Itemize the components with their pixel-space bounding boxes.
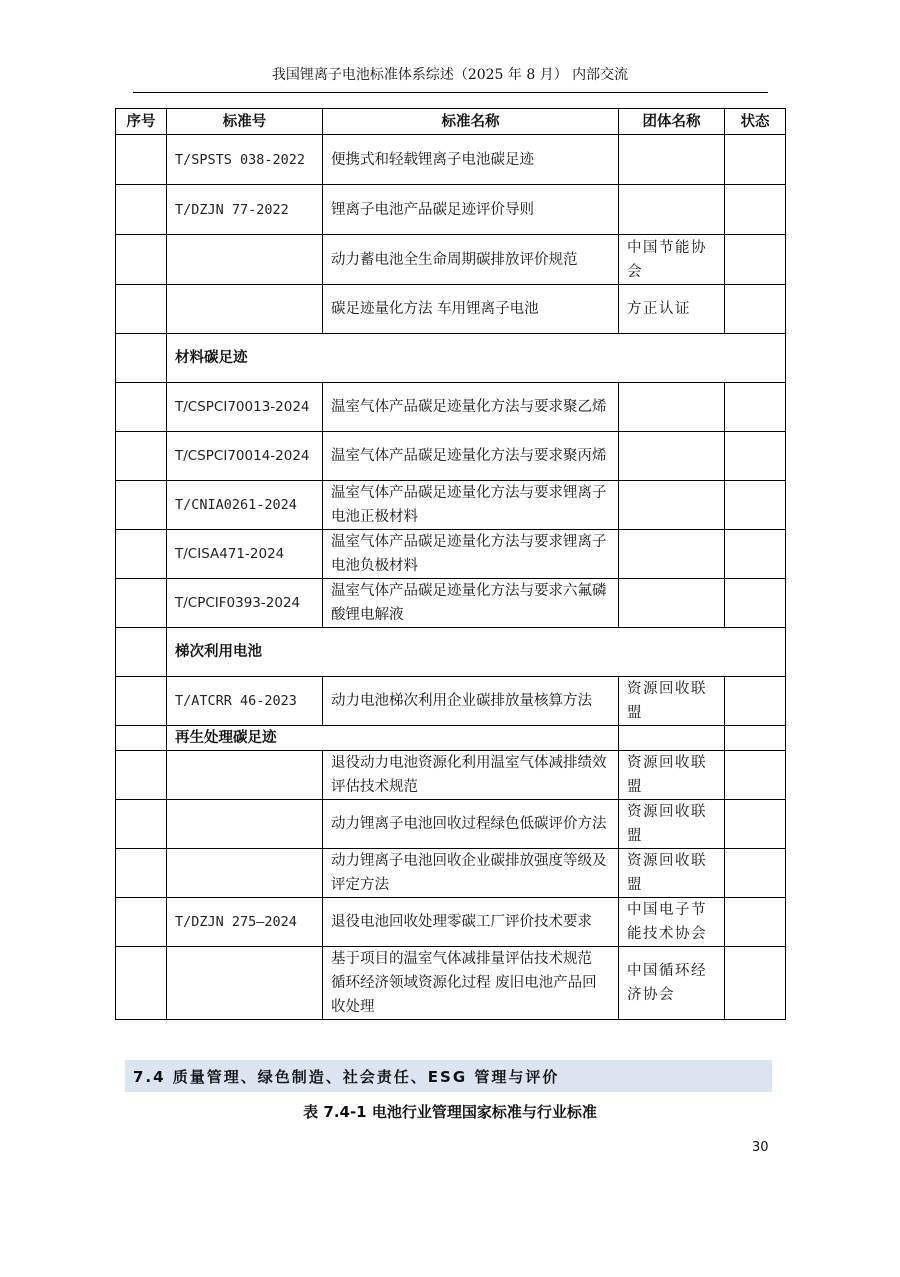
table-row [116, 898, 786, 947]
cell-standard-name: 动力锂离子电池回收过程绿色低碳评价方法 [323, 800, 619, 849]
cell-org: 资源回收联盟 [619, 800, 725, 849]
cell-standard-name: 便携式和轻载锂离子电池碳足迹 [323, 135, 619, 185]
table-row [116, 530, 786, 579]
cell-org: 资源回收联盟 [619, 677, 725, 726]
cell-org: 中国电子节能技术协会 [619, 898, 725, 947]
cell-no [116, 947, 167, 1020]
cell-no [116, 530, 167, 579]
cell-standard-code [167, 235, 323, 285]
cell-status [725, 726, 786, 751]
cell-standard-code [167, 800, 323, 849]
cell-standard-code [167, 947, 323, 1020]
cell-status [725, 530, 786, 579]
cell-standard-code: T/CISA471-2024 [167, 530, 323, 579]
cell-standard-code: T/SPSTS 038-2022 [167, 135, 323, 185]
page-header: 我国锂离子电池标准体系综述（2025 年 8 月） 内部交流 [271, 67, 629, 83]
table-caption: 表 7.4-1 电池行业管理国家标准与行业标准 [303, 1103, 597, 1121]
cell-standard-code: T/CSPCI70013-2024 [167, 383, 323, 432]
group-label: 材料碳足迹 [167, 334, 786, 383]
cell-standard-name: 退役电池回收处理零碳工厂评价技术要求 [323, 898, 619, 947]
col-header-name: 标准名称 [323, 109, 619, 135]
table-group-row [116, 628, 786, 677]
cell-standard-code: T/DZJN 77-2022 [167, 185, 323, 235]
cell-status [725, 579, 786, 628]
cell-no [116, 849, 167, 898]
col-header-status: 状态 [725, 109, 786, 135]
group-label: 梯次利用电池 [167, 628, 786, 677]
cell-standard-code [167, 285, 323, 334]
cell-standard-code: T/CSPCI70014-2024 [167, 432, 323, 481]
cell-org [619, 135, 725, 185]
col-header-code: 标准号 [167, 109, 323, 135]
cell-org [619, 432, 725, 481]
table-group-row [116, 726, 786, 751]
cell-no [116, 579, 167, 628]
cell-no [116, 800, 167, 849]
table-header-row [116, 109, 786, 135]
cell-org [619, 530, 725, 579]
cell-standard-name: 锂离子电池产品碳足迹评价导则 [323, 185, 619, 235]
cell-standard-name: 温室气体产品碳足迹量化方法与要求聚丙烯 [323, 432, 619, 481]
col-header-no: 序号 [116, 109, 167, 135]
cell-status [725, 481, 786, 530]
cell-standard-name: 温室气体产品碳足迹量化方法与要求锂离子电池负极材料 [323, 530, 619, 579]
cell-org [619, 185, 725, 235]
cell-standard-name: 温室气体产品碳足迹量化方法与要求聚乙烯 [323, 383, 619, 432]
table-row [116, 481, 786, 530]
cell-standard-name: 温室气体产品碳足迹量化方法与要求锂离子电池正极材料 [323, 481, 619, 530]
cell-no [116, 135, 167, 185]
cell-org [619, 383, 725, 432]
cell-standard-code [167, 751, 323, 800]
table-row [116, 135, 786, 185]
standards-table [115, 108, 786, 1020]
table-row [116, 185, 786, 235]
cell-no [116, 432, 167, 481]
cell-standard-name: 动力蓄电池全生命周期碳排放评价规范 [323, 235, 619, 285]
cell-standard-name: 动力电池梯次利用企业碳排放量核算方法 [323, 677, 619, 726]
cell-org: 中国循环经济协会 [619, 947, 725, 1020]
col-header-org: 团体名称 [619, 109, 725, 135]
cell-org: 中国节能协会 [619, 235, 725, 285]
cell-no [116, 726, 167, 751]
cell-standard-name: 基于项目的温室气体减排量评估技术规范 循环经济领域资源化过程 废旧电池产品回收处理 [323, 947, 619, 1020]
cell-status [725, 800, 786, 849]
cell-no [116, 628, 167, 677]
table-row [116, 285, 786, 334]
section-heading: 7.4 质量管理、绿色制造、社会责任、ESG 管理与评价 [133, 1068, 560, 1086]
cell-standard-code [167, 849, 323, 898]
page-number: 30 [752, 1140, 769, 1155]
cell-standard-code: T/ATCRR 46-2023 [167, 677, 323, 726]
table-row [116, 432, 786, 481]
cell-no [116, 334, 167, 383]
cell-status [725, 849, 786, 898]
cell-standard-name: 退役动力电池资源化利用温室气体减排绩效评估技术规范 [323, 751, 619, 800]
cell-status [725, 383, 786, 432]
cell-standard-code: T/CNIA0261-2024 [167, 481, 323, 530]
table-row [116, 383, 786, 432]
cell-no [116, 285, 167, 334]
table-row [116, 947, 786, 1020]
cell-no [116, 898, 167, 947]
cell-status [725, 898, 786, 947]
cell-standard-name: 碳足迹量化方法 车用锂离子电池 [323, 285, 619, 334]
cell-org [619, 481, 725, 530]
group-label: 再生处理碳足迹 [167, 726, 619, 751]
cell-no [116, 677, 167, 726]
table-row [116, 579, 786, 628]
cell-status [725, 677, 786, 726]
cell-status [725, 135, 786, 185]
cell-status [725, 235, 786, 285]
table-row [116, 677, 786, 726]
cell-status [725, 751, 786, 800]
table-row [116, 235, 786, 285]
header-rule [133, 92, 768, 93]
cell-org [619, 726, 725, 751]
cell-org: 资源回收联盟 [619, 849, 725, 898]
table-group-row [116, 334, 786, 383]
cell-standard-code: T/DZJN 275—2024 [167, 898, 323, 947]
cell-standard-code: T/CPCIF0393-2024 [167, 579, 323, 628]
cell-status [725, 432, 786, 481]
table-row [116, 800, 786, 849]
table-row [116, 849, 786, 898]
cell-no [116, 383, 167, 432]
cell-standard-name: 动力锂离子电池回收企业碳排放强度等级及评定方法 [323, 849, 619, 898]
cell-org [619, 579, 725, 628]
cell-no [116, 481, 167, 530]
cell-standard-name: 温室气体产品碳足迹量化方法与要求六氟磷酸锂电解液 [323, 579, 619, 628]
cell-no [116, 185, 167, 235]
cell-no [116, 751, 167, 800]
table-row [116, 751, 786, 800]
cell-status [725, 185, 786, 235]
cell-status [725, 285, 786, 334]
cell-no [116, 235, 167, 285]
cell-org: 资源回收联盟 [619, 751, 725, 800]
cell-status [725, 947, 786, 1020]
cell-org: 方正认证 [619, 285, 725, 334]
